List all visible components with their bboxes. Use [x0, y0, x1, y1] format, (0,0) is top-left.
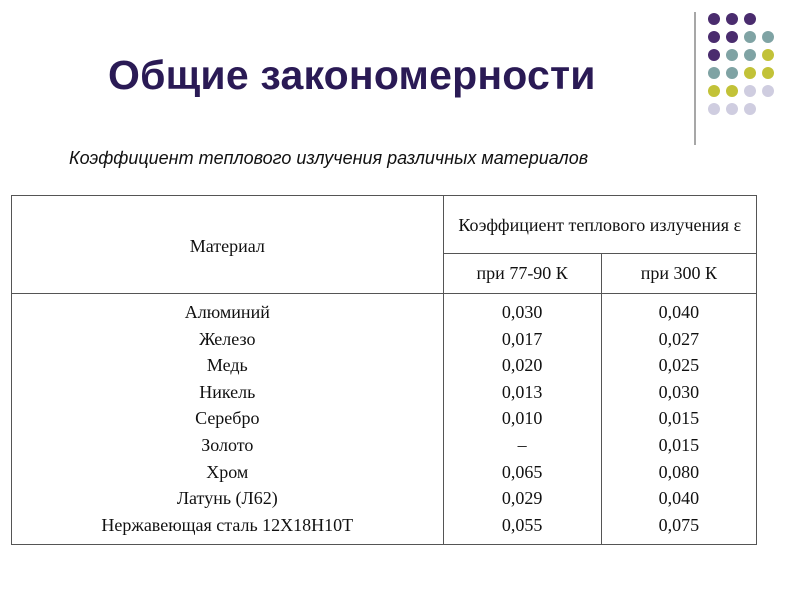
material-name: Никель: [199, 381, 256, 402]
value-high-temp: 0,030: [658, 381, 700, 402]
vertical-divider: [694, 12, 696, 145]
value-low-temp: 0,030: [501, 302, 543, 322]
decorative-dot: [708, 13, 720, 25]
value-low-temp: 0,065: [501, 461, 543, 482]
material-name: Железо: [199, 328, 256, 349]
decorative-dot: [726, 13, 738, 25]
value-high-temp: 0,080: [658, 461, 700, 482]
material-name: Серебро: [195, 408, 260, 429]
high-temp-column: [601, 294, 756, 545]
value-low-temp: 0,013: [501, 381, 543, 402]
material-name: Золото: [201, 434, 254, 455]
value-high-temp: 0,075: [658, 514, 700, 535]
value-low-temp: 0,020: [501, 355, 543, 376]
value-low-temp: 0,017: [501, 328, 543, 349]
decorative-dot: [708, 103, 720, 115]
emissivity-table: [11, 195, 757, 545]
decorative-dot: [762, 67, 774, 79]
low-temp-column: [443, 294, 601, 545]
value-low-temp: 0,010: [501, 408, 543, 429]
value-low-temp: –: [517, 434, 527, 455]
decorative-dot: [726, 85, 738, 97]
material-name: Медь: [206, 355, 248, 376]
header-temp-low: при 77-90 К: [443, 254, 601, 294]
decorative-dot: [744, 49, 756, 61]
material-name: Латунь (Л62): [176, 488, 278, 509]
decorative-dot: [762, 85, 774, 97]
material-name: Хром: [206, 461, 249, 482]
material-name: Нержавеющая сталь 12Х18Н10Т: [101, 514, 354, 535]
decorative-dot: [708, 67, 720, 79]
material-column: [12, 294, 444, 545]
decorative-dot: [744, 13, 756, 25]
decorative-dot: [744, 31, 756, 43]
header-temp-high: при 300 К: [601, 254, 756, 294]
decorative-dot: [726, 49, 738, 61]
decorative-dot: [726, 67, 738, 79]
value-high-temp: 0,027: [658, 328, 700, 349]
value-low-temp: 0,055: [501, 514, 543, 535]
slide-subtitle: Коэффициент теплового излучения различных материалов: [69, 148, 589, 168]
decorative-dot: [762, 49, 774, 61]
decorative-dot: [708, 85, 720, 97]
decorative-dot: [762, 31, 774, 43]
value-high-temp: 0,025: [658, 355, 700, 376]
decorative-dot: [708, 31, 720, 43]
decorative-dot: [726, 103, 738, 115]
slide-title: Общие закономерности: [108, 52, 596, 98]
decorative-dot: [726, 31, 738, 43]
value-high-temp: 0,040: [658, 302, 700, 322]
decorative-dot: [708, 49, 720, 61]
decorative-dot: [744, 85, 756, 97]
value-high-temp: 0,040: [658, 488, 700, 509]
value-high-temp: 0,015: [658, 434, 700, 455]
decorative-dot: [744, 67, 756, 79]
header-coefficient: Коэффициент теплового излучения ε: [443, 196, 756, 254]
value-high-temp: 0,015: [658, 408, 700, 429]
decorative-dot-grid: [708, 13, 778, 133]
header-material: Материал: [12, 196, 444, 294]
value-low-temp: 0,029: [501, 488, 543, 509]
material-name: Алюминий: [184, 302, 270, 322]
decorative-dot: [744, 103, 756, 115]
